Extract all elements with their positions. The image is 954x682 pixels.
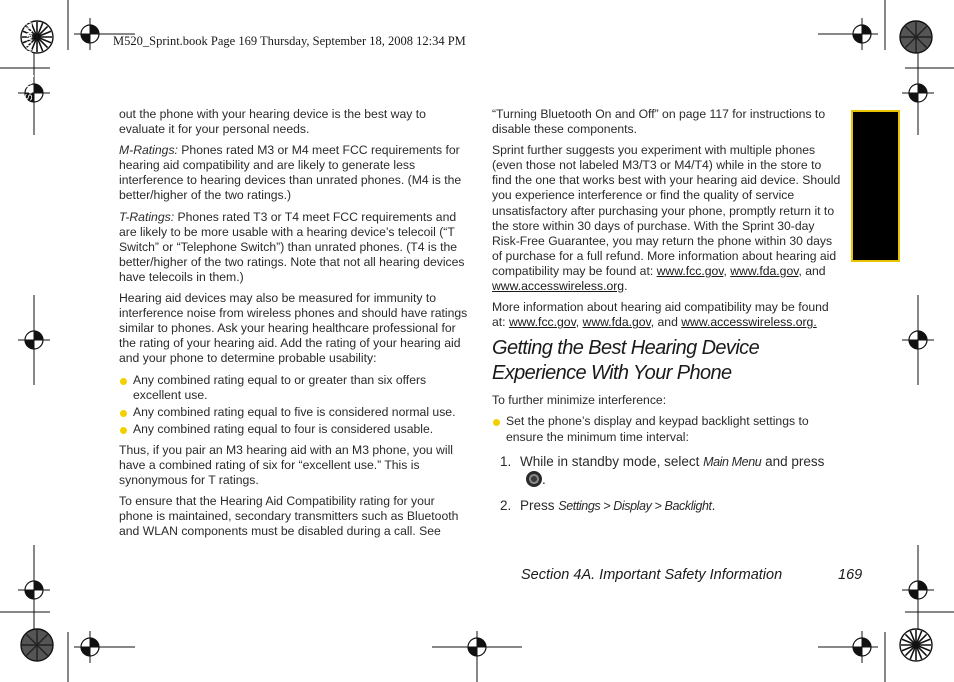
sprint-text: Sprint further suggests you experiment with multiple phones (even those not labeled M3/T3 or M4/T4) while in the store to find the one that works best with your hearing aid device. Should you experience interference or find the quality of service unsatisfactory after purchasing your phone, promptly return it to the store within 30 days of purchase. With the Sprint 30-day Risk-Free Guarantee, you may return the phone within 30 days of purchase for a full refund. More information about hearing aid compatibility may be found at: <box>492 143 841 278</box>
backlight-bullet-list <box>492 414 844 444</box>
t-ratings-term: T-Ratings: <box>119 209 175 224</box>
fda-link[interactable]: www.fda.gov <box>582 315 651 330</box>
fcc-link[interactable]: www.fcc.gov <box>508 315 576 330</box>
section-heading: Getting the Best Hearing Device Experience With Your Phone <box>492 337 760 385</box>
settings-path-label: Settings > Display > Backlight <box>558 498 712 513</box>
list-item <box>492 414 844 444</box>
step-text: While in standby mode, select <box>520 453 704 469</box>
bullet-text: Set the phone’s display and keypad backlight settings to ensure the minimum time interval: <box>506 414 809 444</box>
sprint-paragraph <box>492 143 844 294</box>
step-number: 2. <box>500 497 512 513</box>
bullet-dot-icon <box>120 427 127 434</box>
step-item <box>500 453 844 488</box>
fda-link[interactable]: www.fda.gov <box>730 263 799 278</box>
period: . <box>711 497 716 513</box>
list-item <box>119 422 471 437</box>
side-tab <box>851 110 900 262</box>
m-ratings-paragraph <box>119 143 471 203</box>
immunity-paragraph: Hearing aid devices may also be measured for immunity to interference noise from wireless phones and should have ratings similar to phones. Ask your hearing healthcare professional for the rating of your hearing aid. Add the rating of your hearing aid and your phone to determine probable usability: <box>119 291 468 366</box>
bullet-text: Any combined rating equal to four is considered usable. <box>133 421 434 436</box>
separator: , <box>723 263 731 278</box>
side-tab-label: Important Safety Information <box>23 15 35 148</box>
step-item <box>500 497 844 515</box>
footer-section: Section 4A. Important Safety Information <box>521 567 783 583</box>
continued-paragraph: “Turning Bluetooth On and Off” on page 117 for instructions to disable these components. <box>492 107 826 137</box>
separator: , and <box>798 263 826 278</box>
bullet-text: Any combined rating equal to five is considered normal use. <box>133 404 456 419</box>
period: . <box>542 471 546 487</box>
list-item <box>119 373 471 403</box>
main-menu-label: Main Menu <box>703 454 762 469</box>
bullet-text: Any combined rating equal to or greater than six offers excellent use. <box>133 372 427 402</box>
step-text: and press <box>761 453 825 469</box>
menu-ok-key-icon <box>526 471 542 487</box>
bullet-dot-icon <box>120 378 127 385</box>
bullet-dot-icon <box>493 419 500 426</box>
t-ratings-paragraph <box>119 210 471 285</box>
period: . <box>624 279 628 294</box>
separator: , and <box>650 315 682 330</box>
fcc-link[interactable]: www.fcc.gov <box>656 263 724 278</box>
t-ratings-text: Phones rated T3 or T4 meet FCC requirements and are likely to be more usable with a hearing device’s telecoil (“T Switch” or “Telephone Switch”) than unrated phones. (T4 is the better/higher of the two ratings. Note that not all hearing devices have telecoils in them.) <box>119 209 465 284</box>
list-item <box>119 405 471 420</box>
left-column <box>119 107 471 545</box>
right-column <box>492 107 844 524</box>
page-number: 169 <box>838 567 863 583</box>
steps-list <box>500 453 844 515</box>
accesswireless-link[interactable]: www.accesswireless.org. <box>681 315 817 330</box>
ensure-paragraph: To ensure that the Hearing Aid Compatibility rating for your phone is maintained, secondary transmitters such as Bluetooth and WLAN components must be disabled during a call. See <box>119 494 459 539</box>
minimize-intro: To further minimize interference: <box>492 393 667 408</box>
m-ratings-text: Phones rated M3 or M4 meet FCC requirements for hearing aid compatibility and are likely to generate less interference to hearing devices than unrated phones. (M4 is the better/higher of the two ratings.) <box>119 143 462 203</box>
more-info-text: More information about hearing aid compatibility may be found at: <box>492 300 829 330</box>
intro-paragraph: out the phone with your hearing device is the best way to evaluate it for your personal needs. <box>119 107 426 137</box>
separator: , <box>575 315 583 330</box>
accesswireless-link[interactable]: www.accesswireless.org <box>492 279 625 294</box>
print-slug: M520_Sprint.book Page 169 Thursday, September 18, 2008 12:34 PM <box>113 34 466 48</box>
step-text: Press <box>520 497 559 513</box>
rating-bullet-list <box>119 373 471 437</box>
m-ratings-term: M-Ratings: <box>119 143 178 158</box>
example-paragraph: Thus, if you pair an M3 hearing aid with an M3 phone, you will have a combined rating of six for “excellent use.” This is synonymous for T ratings. <box>119 442 453 488</box>
page-footer <box>521 567 863 583</box>
more-info-paragraph <box>492 300 844 330</box>
step-number: 1. <box>500 453 512 469</box>
bullet-dot-icon <box>120 410 127 417</box>
